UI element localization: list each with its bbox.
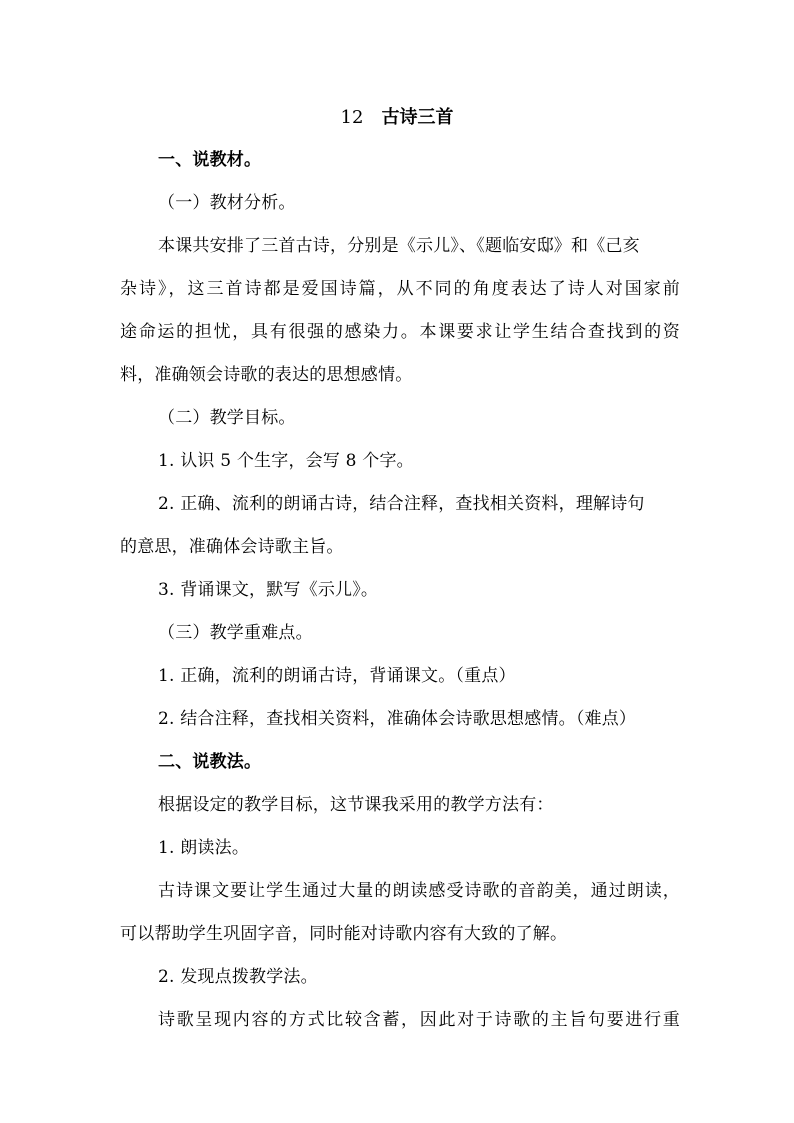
subheading-material-analysis: （一）教材分析。	[158, 193, 296, 213]
method-item: 2. 发现点拨教学法。	[158, 967, 318, 987]
paragraph-line: 本课共安排了三首古诗，分别是《示儿》、《题临安邸》和《己亥	[158, 236, 640, 256]
paragraph-line: 可以帮助学生巩固字音，同时能对诗歌内容有大致的了解。	[120, 924, 568, 944]
methods-intro: 根据设定的教学目标，这节课我采用的教学方法有：	[158, 795, 554, 815]
goal-item: 1. 认识 5 个生字，会写 8 个字。	[158, 451, 414, 471]
subheading-key-difficulties: （三）教学重难点。	[158, 623, 313, 643]
heading-teaching-material: 一、说教材。	[158, 150, 262, 170]
goal-item: 3. 背诵课文，默写《示儿》。	[158, 580, 379, 600]
paragraph-line: 诗歌呈现内容的方式比较含蓄，因此对于诗歌的主旨句要进行重	[158, 1010, 680, 1030]
lesson-title: 古诗三首	[381, 107, 454, 128]
paragraph-line: 杂诗》，这三首诗都是爱国诗篇，从不同的角度表达了诗人对国家前	[120, 279, 680, 299]
paragraph-line: 料，准确领会诗歌的表达的思想感情。	[120, 365, 413, 385]
paragraph-line: 途命运的担忧，具有很强的感染力。本课要求让学生结合查找到的资	[120, 322, 680, 342]
subheading-teaching-goals: （二）教学目标。	[158, 408, 296, 428]
heading-teaching-methods: 二、说教法。	[158, 752, 262, 772]
method-item: 1. 朗读法。	[158, 838, 250, 858]
page-title	[0, 107, 794, 129]
lesson-number: 12	[340, 107, 364, 128]
difficulty-item: 2. 结合注释，查找相关资料，准确体会诗歌思想感情。（难点）	[158, 709, 637, 729]
goal-item: 2. 正确、流利的朗诵古诗，结合注释，查找相关资料，理解诗句	[158, 494, 645, 514]
goal-item-continuation: 的意思，准确体会诗歌主旨。	[120, 537, 344, 557]
paragraph-line: 古诗课文要让学生通过大量的朗读感受诗歌的音韵美，通过朗读，	[158, 881, 680, 901]
key-point-item: 1. 正确，流利的朗诵古诗，背诵课文。（重点）	[158, 666, 516, 686]
